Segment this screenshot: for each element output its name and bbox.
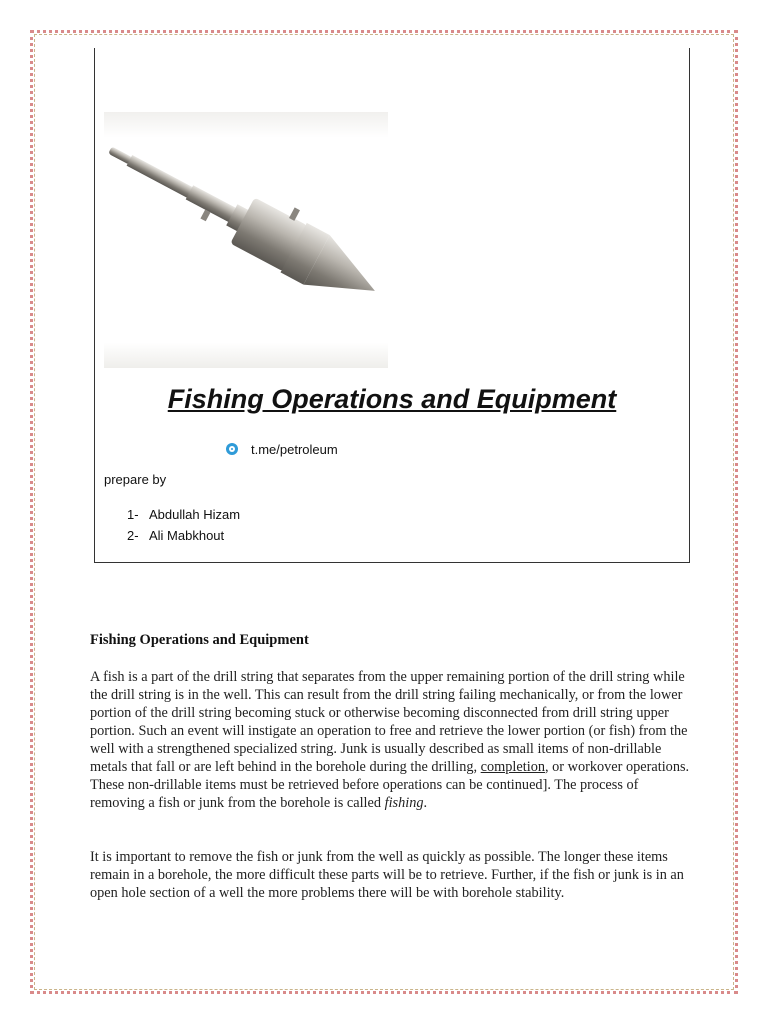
- fishing-term: fishing: [384, 795, 424, 811]
- author-name: Ali Mabkhout: [149, 528, 225, 543]
- cover-title: Fishing Operations and Equipment: [167, 384, 617, 414]
- author-name: Abdullah Hizam: [149, 507, 241, 522]
- fishing-tool-image: [104, 112, 388, 368]
- paragraph-text: , or workover operations. These non-drillable items must be retrieved before operations can be continued]. The process of removing a fish or junk from the borehole is called: [90, 759, 690, 811]
- section-heading: Fishing Operations and Equipment: [90, 632, 309, 648]
- author-list: [127, 504, 240, 546]
- telegram-link[interactable]: t.me/petroleum: [251, 441, 338, 457]
- author-number: 2-: [127, 528, 139, 543]
- completion-link[interactable]: completion: [480, 759, 545, 775]
- paragraph-text: .: [423, 795, 428, 811]
- author-number: 1-: [127, 507, 139, 522]
- telegram-link-row[interactable]: [226, 440, 338, 458]
- paragraph-fish-definition: [90, 668, 690, 812]
- prepare-by-label: prepare by: [104, 472, 167, 487]
- author-item: [127, 525, 240, 546]
- paragraph-text: A fish is a part of the drill string that separates from the upper remaining portion of the drill string while the drill string is in the well. This can result from the drill string failing mechanically, or from the lower portion of the drill string becoming stuck or otherwise becoming disconnected from drill string upper portion. Such an event will instigate an operation to free and retrieve the lower portion (or fish) from the well with a strengthened specialized string. Junk is usually described as small items of non-drillable metals that fall or are left behind in the borehole during the drilling,: [90, 669, 688, 775]
- author-item: [127, 504, 240, 525]
- paragraph-importance: It is important to remove the fish or junk from the well as quickly as possible. The longer these items remain in a borehole, the more difficult these parts will be to retrieve. Further, if the fish or junk is in an open hole section of a well the more problems there will be with borehole stability.: [90, 849, 684, 901]
- telegram-icon: [226, 443, 238, 455]
